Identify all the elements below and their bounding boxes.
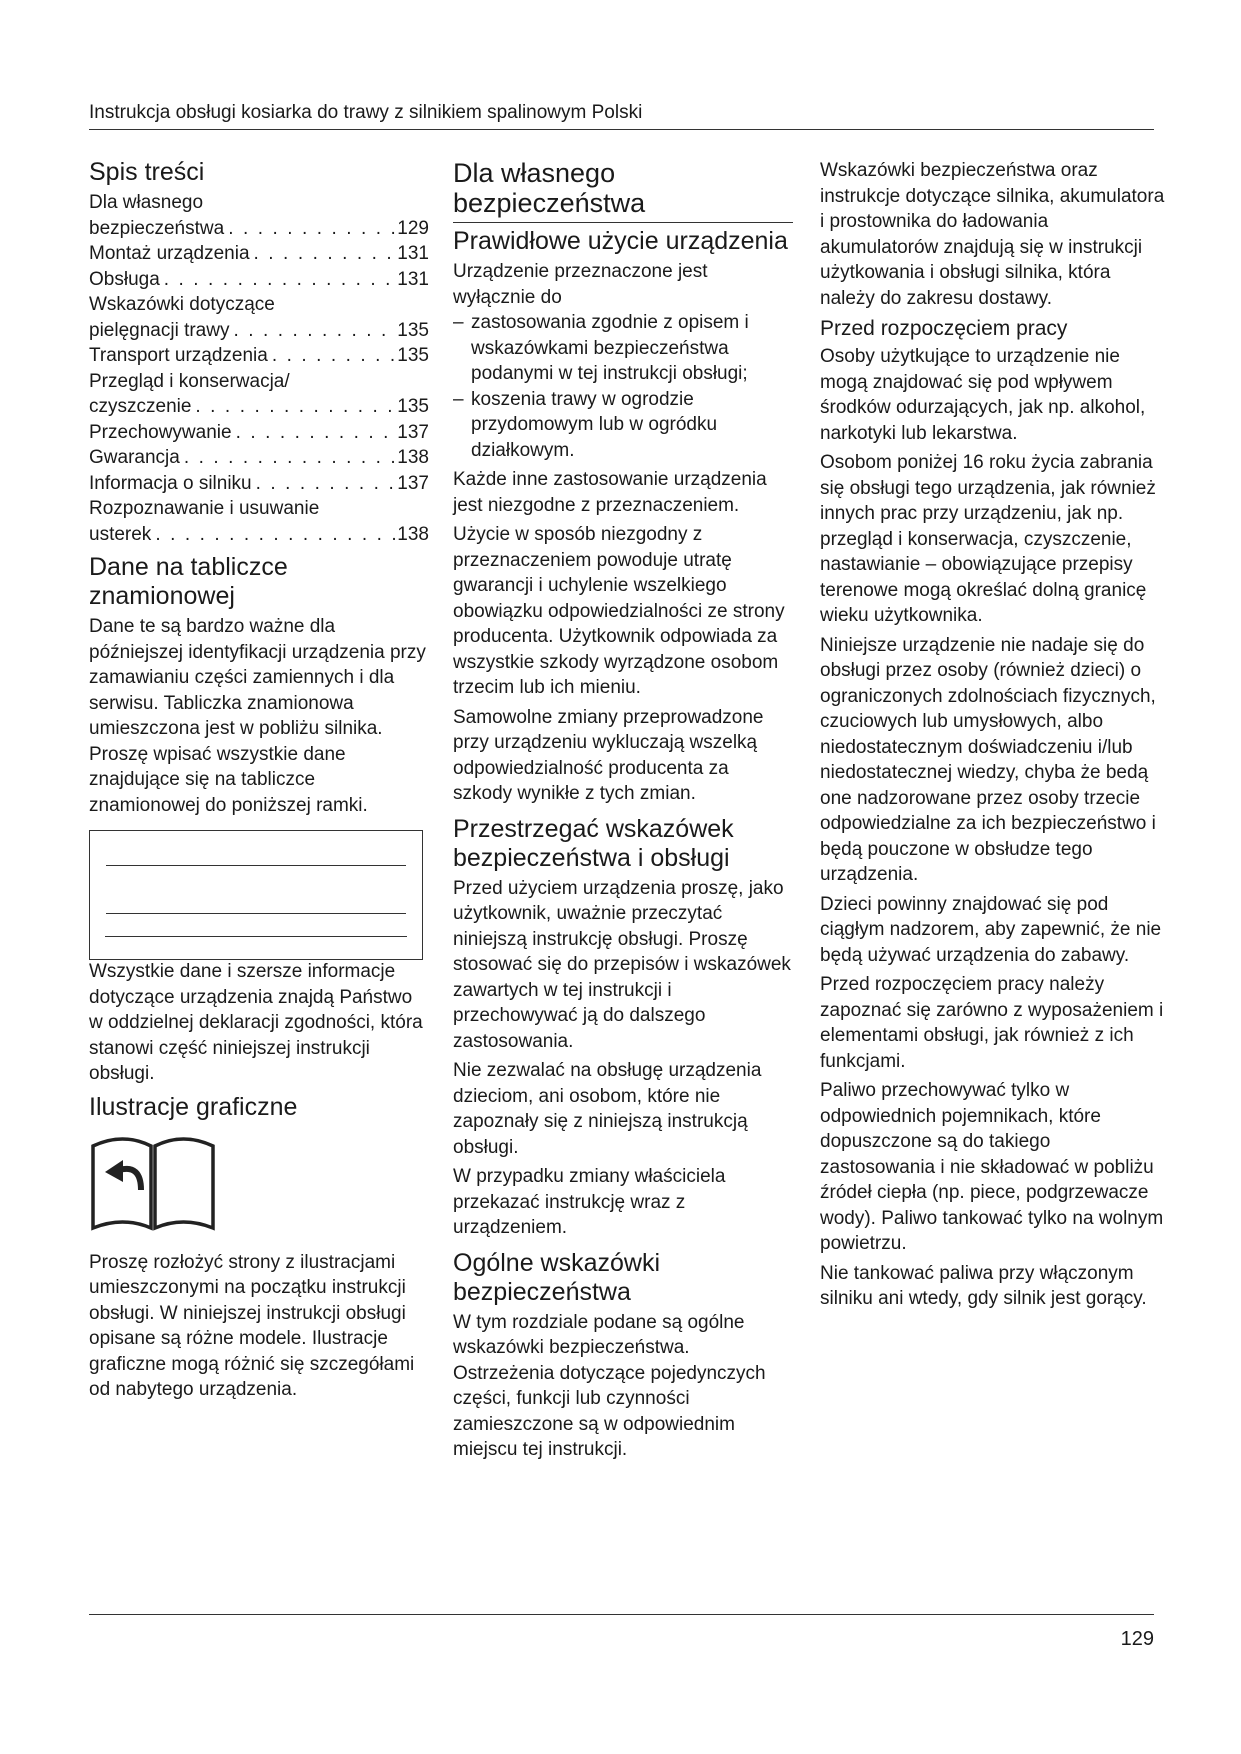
toc-line	[89, 420, 429, 446]
proper-use-title: Prawidłowe użycie urządzenia	[453, 227, 788, 255]
nameplate-text: Dane te są bardzo ważne dla późniejszej identyfikacji urządzenia przy zamawianiu części zamiennych i dla serwisu. Tabliczka znamionowa umieszczona jest w pobliżu silnika. Proszę wpisać wszystkie dane znajdujące się na tabliczce znamionowej do poniższej ramki.	[89, 616, 426, 816]
toc-entry-label: Transport urządzenia	[89, 345, 268, 366]
toc-entry[interactable]	[89, 241, 429, 267]
toc-entry-label: Dla własnego	[89, 192, 204, 213]
observe-p1: Przed użyciem urządzenia proszę, jako użytkownik, uważnie przeczytać niniejszą instrukcję obsługi. Proszę stosować się do przepisów i wskazówek zawartych w tej instrukcji i przechowywać ją do dalszego zastosowania.	[453, 877, 791, 1052]
toc-line	[89, 522, 429, 548]
toc-page-number: 138	[397, 447, 429, 468]
proper-use-p3: Samowolne zmiany przeprowadzone przy urządzeniu wykluczają wszelką odpowiedzialność producenta za szkody wynikłe z tych zmian.	[453, 706, 764, 804]
bullet-dash: –	[453, 388, 464, 410]
toc-leader-dots	[252, 471, 398, 497]
toc-leader-dots	[191, 394, 397, 420]
toc-entry[interactable]	[89, 471, 429, 497]
before-work-p2: Osoby użytkujące to urządzenie nie mogą znajdować się pod wpływem środków odurzających, jak np. alkohol, narkotyki lub lekarstwa.	[820, 346, 1146, 444]
toc-line	[89, 445, 429, 471]
nameplate-line	[106, 913, 406, 914]
proper-use-p1: Każde inne zastosowanie urządzenia jest niezgodne z przeznaczeniem.	[453, 469, 767, 516]
observe-p2: Nie zezwalać na obsługę urządzenia dzieciom, ani osobom, które nie zapoznały się z niniejszą instrukcją obsługi.	[453, 1060, 762, 1158]
proper-use-p2: Użycie w sposób niezgodny z przeznaczeniem powoduje utratę gwarancji i uchylenie wszelkiego obowiązku odpowiedzialności ze strony producenta. Użytkownik odpowiada za wszystkie szkody wyrządzone osobom trzecim lub ich mieniu.	[453, 524, 785, 698]
toc-page-number: 135	[397, 396, 429, 417]
toc-entry[interactable]	[89, 445, 429, 471]
column-right	[820, 158, 1165, 1316]
general-title: Ogólne wskazówki bezpieczeństwa	[453, 1248, 661, 1306]
toc-entry-label: Przechowywanie	[89, 421, 232, 443]
column-left	[89, 158, 429, 1407]
list-item	[453, 310, 793, 387]
toc-entry[interactable]	[89, 496, 429, 547]
engine-info-text: Wskazówki bezpieczeństwa oraz instrukcje dotyczące silnika, akumulatora i prostownika do ładowania akumulatorów znajdują się w instrukcji użytkowania i obsługi silnika, która należy do zakresu dostawy.	[820, 160, 1165, 309]
toc-leader-dots	[160, 267, 398, 293]
toc-entry[interactable]	[89, 369, 429, 420]
toc-line	[89, 318, 429, 344]
toc-page-number: 137	[397, 421, 429, 443]
toc-page-number: 135	[397, 345, 429, 366]
toc-page-number: 131	[397, 268, 429, 290]
toc-line	[89, 267, 429, 293]
page-number: 129	[1120, 1628, 1154, 1650]
toc-entry[interactable]	[89, 292, 429, 343]
before-work-p6: Przed rozpoczęciem pracy należy zapoznać się zarówno z wyposażeniem i elementami obsługi, jak również z ich funkcjami.	[820, 974, 1164, 1072]
toc-entry-label: Wskazówki dotyczące	[89, 294, 275, 315]
before-work-title: Przed rozpoczęciem pracy	[820, 317, 1068, 340]
nameplate-line	[106, 865, 406, 866]
toc-entry[interactable]	[89, 267, 429, 293]
toc-leader-dots	[232, 420, 398, 446]
toc-page-number: 131	[397, 243, 429, 264]
before-work-p4: Niniejsze urządzenie nie nadaje się do obsługi przez osoby (również dzieci) o ograniczonych zdolnościach fizycznych, czuciowych lub umysłowych, albo niedostatecznym doświadczeniu i/lub niedostatecznej wiedzy, chyba że bedą one nadzorowane przez osoby trzecie odpowiedzialne za ich bezpieczeństwo i będą pouczone w obsłudze tego urządzenia.	[820, 634, 1156, 885]
nameplate-line	[105, 935, 407, 937]
toc-leader-dots	[229, 318, 397, 344]
before-work-p3: Osobom poniżej 16 roku życia zabrania się obsługi tego urządzenia, jak również innych prac przy urządzeniu, jak np. przegląd i konserwacja, czyszczenie, nastawianie – obowiązujące przepisy terenowe mogą określać dolną granicę wieku użytkownika.	[820, 452, 1156, 626]
toc-leader-dots	[151, 522, 397, 548]
toc-entry[interactable]	[89, 343, 429, 369]
open-book-icon	[89, 1132, 217, 1232]
toc-entry-label: Informacja o silniku	[89, 472, 252, 494]
main-section-title: Dla własnego bezpieczeństwa	[453, 158, 793, 223]
before-work-p5: Dzieci powinny znajdować się pod ciągłym nadzorem, aby zapewnić, że nie będą używać urządzenia do zabawy.	[820, 893, 1162, 966]
footer-rule	[89, 1614, 1154, 1615]
toc-page-number: 129	[397, 217, 429, 239]
toc-page-number: 138	[397, 523, 429, 545]
toc-line	[89, 394, 429, 420]
toc-entry-label: Przegląd i konserwacja/	[89, 370, 290, 392]
toc-line	[89, 216, 429, 242]
nameplate-box[interactable]	[89, 830, 423, 960]
toc-page-number: 135	[397, 319, 429, 341]
toc-leader-dots	[268, 343, 397, 369]
nameplate-title: Dane na tabliczce znamionowej	[89, 553, 288, 610]
observe-title: Przestrzegać wskazówek bezpieczeństwa i obsługi	[453, 814, 734, 872]
toc-leader-dots	[250, 241, 398, 267]
declaration-text: Wszystkie dane i szersze informacje dotyczące urządzenia znajdą Państwo w oddzielnej deklaracji zgodności, która stanowi część niniejszej instrukcji obsługi.	[89, 961, 423, 1084]
toc-line	[89, 471, 429, 497]
bullet-dash: –	[453, 312, 464, 333]
table-of-contents	[89, 190, 429, 547]
toc-leader-dots	[180, 445, 397, 471]
toc-entry-label: Obsługa	[89, 268, 160, 290]
toc-line	[89, 343, 429, 369]
toc-entry-label: Gwarancja	[89, 447, 180, 468]
proper-use-intro: Urządzenie przeznaczone jest wyłącznie do	[453, 261, 708, 308]
toc-entry-label: usterek	[89, 523, 152, 545]
list-item-text: zastosowania zgodnie z opisem i wskazówkami bezpieczeństwa podanymi w tej instrukcji obsługi;	[471, 312, 749, 384]
toc-entry-label: Rozpoznawanie i usuwanie	[89, 498, 320, 519]
toc-entry[interactable]	[89, 190, 429, 241]
column-middle	[453, 158, 793, 1467]
before-work-p8: Nie tankować paliwa przy włączonym silniku ani wtedy, gdy silnik jest gorący.	[820, 1262, 1147, 1309]
toc-page-number: 137	[397, 472, 429, 494]
toc-leader-dots	[224, 216, 397, 242]
illustrations-title: Ilustracje graficzne	[89, 1092, 298, 1121]
toc-entry-label: pielęgnacji trawy	[89, 319, 230, 341]
toc-entry-label: Montaż urządzenia	[89, 243, 250, 264]
illustrations-text: Proszę rozłożyć strony z ilustracjami umieszczonymi na początku instrukcji obsługi. W niniejszej instrukcji obsługi opisane są różne modele. Ilustracje graficzne mogą różnić się szczegółami od nabytego urządzenia.	[89, 1251, 415, 1400]
list-item-text: koszenia trawy w ogrodzie przydomowym lub w ogródku działkowym.	[471, 388, 718, 461]
toc-entry-label: czyszczenie	[89, 396, 192, 417]
before-work-p7: Paliwo przechowywać tylko w odpowiednich pojemnikach, które dopuszczone są do takiego zastosowania i nie składować w pobliżu źródeł ciepła (np. piece, podgrzewacze wody). Paliwo tankować tylko na wolnym powietrzu.	[820, 1080, 1164, 1254]
toc-title: Spis treści	[89, 158, 205, 186]
general-p1: W tym rozdziale podane są ogólne wskazówki bezpieczeństwa. Ostrzeżenia dotyczące pojedynczych części, funkcji lub czynności zamieszczone są w odpowiednim miejscu tej instrukcji.	[453, 1311, 766, 1460]
observe-p3: W przypadku zmiany właściciela przekazać instrukcję wraz z urządzeniem.	[453, 1166, 726, 1238]
toc-entry-label: bezpieczeństwa	[89, 217, 225, 239]
running-header: Instrukcja obsługi kosiarka do trawy z silnikiem spalinowym Polski	[89, 101, 1154, 130]
list-item	[453, 387, 793, 464]
toc-line	[89, 241, 429, 267]
toc-entry[interactable]	[89, 420, 429, 446]
